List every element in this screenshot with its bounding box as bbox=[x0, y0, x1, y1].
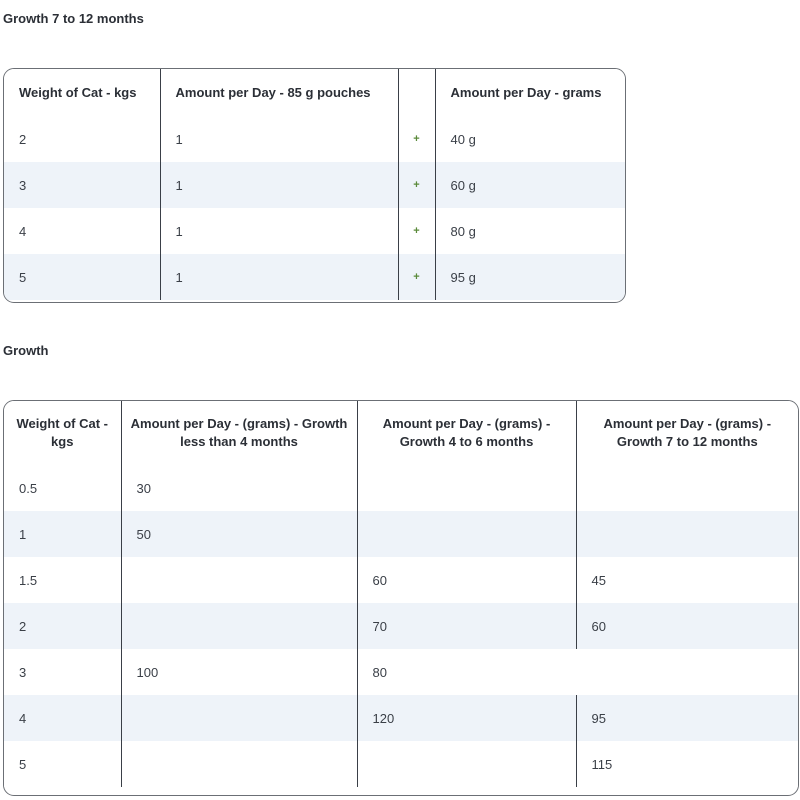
cell-less-than-4-months bbox=[121, 741, 357, 787]
table-row bbox=[4, 162, 625, 208]
header-pouches: Amount per Day - 85 g pouches bbox=[160, 69, 398, 116]
cell-grams: 80 g bbox=[435, 208, 625, 254]
header-sign bbox=[398, 69, 435, 116]
cell-less-than-4-months: 30 bbox=[121, 465, 357, 511]
cell-weight: 0.5 bbox=[4, 465, 121, 511]
cell-7-to-12-months: 115 bbox=[576, 741, 798, 787]
cell-weight: 2 bbox=[4, 116, 160, 162]
cell-7-to-12-months bbox=[576, 649, 798, 695]
section-heading-growth-7-12: Growth 7 to 12 months bbox=[3, 11, 144, 26]
cell-4-to-6-months bbox=[357, 741, 576, 787]
cell-weight: 2 bbox=[4, 603, 121, 649]
plus-sign: + bbox=[398, 208, 435, 254]
cell-4-to-6-months: 80 bbox=[357, 649, 576, 695]
cell-7-to-12-months: 95 bbox=[576, 695, 798, 741]
cell-4-to-6-months: 70 bbox=[357, 603, 576, 649]
table-row bbox=[4, 116, 625, 162]
cell-7-to-12-months bbox=[576, 511, 798, 557]
cell-4-to-6-months bbox=[357, 511, 576, 557]
cell-7-to-12-months bbox=[576, 465, 798, 511]
table-row bbox=[4, 208, 625, 254]
cell-pouches: 1 bbox=[160, 208, 398, 254]
table-row bbox=[4, 254, 625, 300]
cell-less-than-4-months bbox=[121, 603, 357, 649]
cell-7-to-12-months: 45 bbox=[576, 557, 798, 603]
table-header-row bbox=[4, 401, 798, 465]
cell-4-to-6-months: 120 bbox=[357, 695, 576, 741]
cell-weight: 4 bbox=[4, 208, 160, 254]
cell-4-to-6-months bbox=[357, 465, 576, 511]
section-heading-growth: Growth bbox=[3, 343, 49, 358]
plus-sign: + bbox=[398, 116, 435, 162]
plus-sign: + bbox=[398, 254, 435, 300]
header-weight: Weight of Cat - kgs bbox=[4, 69, 160, 116]
cell-less-than-4-months bbox=[121, 557, 357, 603]
cell-weight: 3 bbox=[4, 649, 121, 695]
header-less-than-4-months: Amount per Day - (grams) - Growth less than 4 months bbox=[121, 401, 357, 465]
header-4-to-6-months: Amount per Day - (grams) - Growth 4 to 6 months bbox=[357, 401, 576, 465]
cell-pouches: 1 bbox=[160, 254, 398, 300]
cell-grams: 60 g bbox=[435, 162, 625, 208]
table-row bbox=[4, 465, 798, 511]
cell-weight: 5 bbox=[4, 741, 121, 787]
cell-weight: 1 bbox=[4, 511, 121, 557]
cell-weight: 4 bbox=[4, 695, 121, 741]
cell-grams: 95 g bbox=[435, 254, 625, 300]
cell-less-than-4-months bbox=[121, 695, 357, 741]
table-row bbox=[4, 741, 798, 787]
cell-pouches: 1 bbox=[160, 162, 398, 208]
table-row bbox=[4, 649, 798, 695]
table-row bbox=[4, 603, 798, 649]
cell-7-to-12-months: 60 bbox=[576, 603, 798, 649]
header-weight: Weight of Cat - kgs bbox=[4, 401, 121, 465]
table-row bbox=[4, 557, 798, 603]
feeding-table-pouches bbox=[3, 68, 626, 303]
cell-pouches: 1 bbox=[160, 116, 398, 162]
feeding-table-growth bbox=[3, 400, 799, 796]
cell-4-to-6-months: 60 bbox=[357, 557, 576, 603]
cell-weight: 3 bbox=[4, 162, 160, 208]
plus-sign: + bbox=[398, 162, 435, 208]
cell-less-than-4-months: 100 bbox=[121, 649, 357, 695]
header-grams: Amount per Day - grams bbox=[435, 69, 625, 116]
header-7-to-12-months: Amount per Day - (grams) - Growth 7 to 12 months bbox=[576, 401, 798, 465]
cell-weight: 1.5 bbox=[4, 557, 121, 603]
cell-less-than-4-months: 50 bbox=[121, 511, 357, 557]
table-header-row bbox=[4, 69, 625, 116]
cell-grams: 40 g bbox=[435, 116, 625, 162]
cell-weight: 5 bbox=[4, 254, 160, 300]
table-row bbox=[4, 511, 798, 557]
table-row bbox=[4, 695, 798, 741]
